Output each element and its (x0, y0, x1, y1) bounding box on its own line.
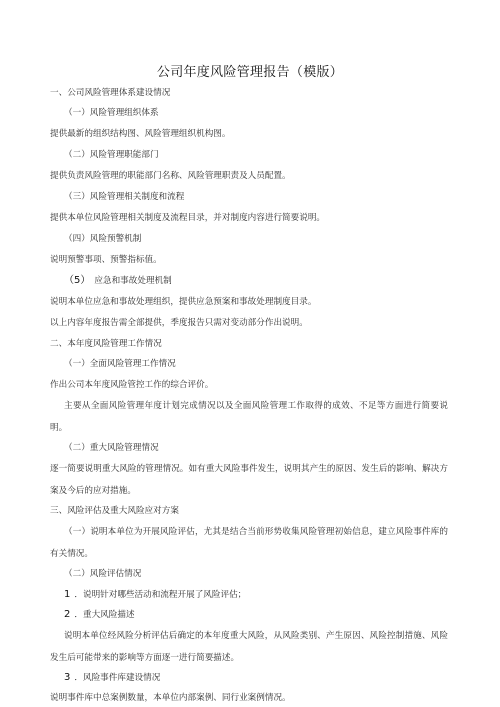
body-paragraph: 主要从全面风险管理年度计划完成情况以及全面风险管理工作取得的成效、不足等方面进行简要说明。 (50, 401, 448, 433)
numbered-item (64, 672, 160, 684)
item-number: 3 (64, 672, 71, 683)
subsection-heading: （四）风险预警机制 (64, 234, 142, 244)
subsection-heading: （三）风险管理相关制度和流程 (64, 192, 185, 202)
subsection-heading: （一）全面风险管理工作情况 (64, 359, 176, 369)
item-number: 2 (64, 609, 71, 620)
section-heading-2: 二、本年度风险管理工作情况 (50, 339, 162, 349)
numbered-item-text: ．风险事件库建设情况 (74, 673, 161, 683)
subsection-heading: （二）风险评估情况 (64, 569, 142, 579)
item-number: （5） (64, 275, 91, 286)
body-text: 说明本单位应急和事故处理组织，提供应急预案和事故处理制度目录。 (50, 297, 317, 307)
subsection-heading: （二）风险管理职能部门 (64, 150, 159, 160)
section-heading-1: 一、公司风险管理体系建设情况 (50, 88, 171, 98)
item-number: 1 (64, 589, 71, 600)
body-text: 提供负责风险管理的职能部门名称、风险管理职责及人员配置。 (50, 171, 291, 181)
body-text: 作出公司本年度风险管控工作的综合评价。 (50, 380, 214, 390)
numbered-item (64, 589, 246, 601)
body-text: 以上内容年度报告需全部提供，季度报告只需对变动部分作出说明。 (50, 318, 308, 328)
subsection-heading: （一）风险管理组织体系 (64, 108, 159, 118)
body-text: 提供最新的组织结构图、风险管理组织机构图。 (50, 129, 231, 139)
subsection-heading-text: 应急和事故处理机制 (94, 276, 172, 286)
subsection-heading: （二）重大风险管理情况 (64, 443, 159, 453)
body-text: 说明预警事项、预警指标值。 (50, 255, 162, 265)
numbered-item-text: ．说明针对哪些活动和流程开展了风险评估； (74, 590, 247, 600)
body-text: 提供本单位风险管理相关制度及流程目录，并对制度内容进行简要说明。 (50, 213, 326, 223)
document-title: 公司年度风险管理报告（模版） (156, 65, 344, 80)
section-heading-3: 三、风险评估及重大风险应对方案 (50, 506, 179, 516)
body-paragraph: （一）说明本单位为开展风险评估，尤其是结合当前形势收集风险管理初始信息，建立风险事件库的有关情况。 (50, 527, 448, 559)
numbered-item (64, 609, 135, 621)
numbered-item-text: ．重大风险描述 (74, 610, 135, 620)
body-text: 说明事件库中总案例数量，本单位内部案例、同行业案例情况。 (50, 693, 291, 703)
body-paragraph: 说明本单位经风险分析评估后确定的本年度重大风险，从风险类别、产生原因、风险控制措施、风险发生后可能带来的影响等方面逐一进行简要描述。 (50, 631, 448, 663)
body-paragraph: 逐一简要说明重大风险的管理情况。如有重大风险事件发生，说明其产生的原因、发生后的影响、解决方案及今后的应对措施。 (50, 464, 448, 496)
subsection-heading (64, 275, 172, 287)
